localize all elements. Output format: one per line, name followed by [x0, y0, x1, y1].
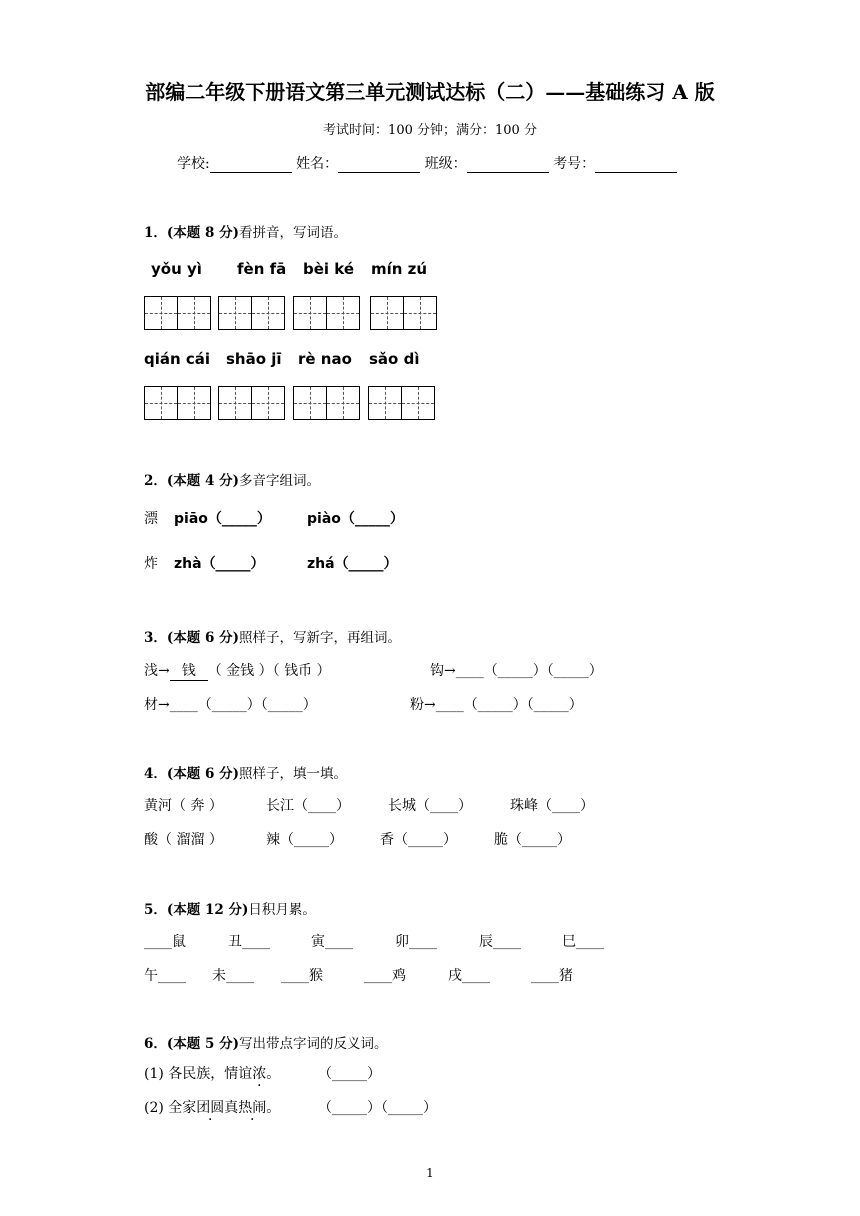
fill-item-1-2[interactable]: 长江（____）: [266, 798, 350, 814]
dotted-word: 热闹: [238, 1100, 267, 1116]
dotted-word: 团圆: [196, 1100, 225, 1116]
number-blank[interactable]: [595, 158, 677, 173]
question-text: 写出带点字词的反义词。: [238, 1036, 388, 1052]
question-number: 4．: [144, 766, 167, 782]
writing-grid-1-2[interactable]: [218, 296, 285, 330]
fill-item-1-4[interactable]: 珠峰（____）: [510, 798, 594, 814]
question-text: 照样子，填一填。: [238, 766, 347, 782]
polyphone-char-2: 炸: [144, 556, 158, 572]
example-new-char: 钱: [170, 660, 208, 681]
student-info-row: [177, 153, 677, 173]
writing-grid-2-4[interactable]: [368, 386, 435, 420]
antonym-sentence-1: [144, 1063, 280, 1083]
pinyin-2-3: rè nao: [298, 350, 352, 368]
polyphone-2a[interactable]: zhà（_____）: [174, 556, 265, 572]
exercise-item-4[interactable]: 粉→____（_____）（_____）: [410, 697, 583, 713]
exam-info-line: 考试时间：100 分钟；满分：100 分: [323, 123, 537, 138]
question-number: 5．: [144, 902, 167, 918]
sentence-text: (1) 各民族，情谊: [144, 1066, 253, 1082]
question-score: (本题 4 分): [166, 473, 239, 489]
polyphone-2b[interactable]: zhá（_____）: [307, 556, 398, 572]
writing-grid-2-1[interactable]: [144, 386, 211, 420]
example-item: [144, 660, 331, 681]
question-number: 2．: [144, 473, 167, 489]
example-word-1: （ 金钱 ）: [207, 663, 273, 679]
zodiac-item-1-1[interactable]: ____鼠: [144, 934, 186, 950]
number-label: 考号：: [553, 156, 596, 172]
zodiac-item-2-5[interactable]: 戌____: [448, 968, 490, 984]
page-number: 1: [426, 1166, 434, 1180]
question-6-heading: [144, 1032, 387, 1052]
dotted-word: 浓: [252, 1066, 267, 1082]
class-blank[interactable]: [467, 158, 549, 173]
exercise-item-2[interactable]: 钩→____（_____）（_____）: [430, 663, 603, 679]
question-score: (本题 5 分): [166, 1036, 239, 1052]
writing-grid-1-1[interactable]: [144, 296, 211, 330]
zodiac-item-2-4[interactable]: ____鸡: [364, 968, 406, 984]
zodiac-item-2-3[interactable]: ____猴: [281, 968, 323, 984]
class-label: 班级：: [424, 156, 467, 172]
pinyin-2-2: shāo jī: [226, 350, 282, 368]
pinyin-2-4: sǎo dì: [369, 350, 420, 368]
zodiac-item-1-6[interactable]: 巳____: [562, 934, 604, 950]
antonym-answer-2[interactable]: （_____）（_____）: [318, 1100, 437, 1116]
fill-item-2-2[interactable]: 辣（_____）: [266, 832, 343, 848]
exercise-item-3[interactable]: 材→____（_____）（_____）: [144, 697, 317, 713]
name-label: 姓名：: [296, 156, 339, 172]
question-number: 6．: [144, 1036, 167, 1052]
question-3-heading: [144, 626, 401, 646]
writing-grid-2-2[interactable]: [218, 386, 285, 420]
sentence-end: 。: [266, 1100, 281, 1116]
antonym-sentence-2: [144, 1097, 280, 1117]
polyphone-char-1: 漂: [144, 511, 158, 527]
zodiac-item-1-4[interactable]: 卯____: [395, 934, 437, 950]
question-number: 3．: [144, 630, 167, 646]
question-1-heading: [144, 221, 347, 241]
fill-item-1-1: 黄河（ 奔 ）: [144, 798, 223, 814]
question-text: 日积月累。: [248, 902, 316, 918]
example-word-2: （ 钱币 ）: [272, 663, 331, 679]
sentence-text: 真: [224, 1100, 239, 1116]
question-score: (本题 12 分): [166, 902, 249, 918]
zodiac-item-2-1[interactable]: 午____: [144, 968, 186, 984]
question-score: (本题 6 分): [166, 630, 239, 646]
question-text: 看拼音，写词语。: [238, 225, 347, 241]
question-2-heading: [144, 469, 320, 489]
fill-item-1-3[interactable]: 长城（____）: [388, 798, 472, 814]
name-blank[interactable]: [338, 158, 420, 173]
polyphone-1a[interactable]: piāo（_____）: [174, 511, 271, 527]
fill-item-2-4[interactable]: 脆（_____）: [494, 832, 571, 848]
pinyin-1-2: fèn fā: [237, 260, 287, 278]
antonym-answer-1[interactable]: （_____）: [318, 1066, 381, 1082]
example-char: 浅→: [144, 663, 170, 679]
question-5-heading: [144, 898, 316, 918]
zodiac-item-1-2[interactable]: 丑____: [228, 934, 270, 950]
writing-grid-1-3[interactable]: [293, 296, 360, 330]
zodiac-item-2-2[interactable]: 未____: [212, 968, 254, 984]
sentence-end: 。: [266, 1066, 281, 1082]
fill-item-2-1: 酸（ 溜溜 ）: [144, 832, 223, 848]
question-score: (本题 8 分): [166, 225, 239, 241]
document-title: 部编二年级下册语文第三单元测试达标（二）——基础练习 A 版: [145, 80, 715, 104]
pinyin-1-4: mín zú: [371, 260, 428, 278]
question-4-heading: [144, 762, 347, 782]
school-blank[interactable]: [210, 158, 292, 173]
school-label: 学校:: [177, 156, 210, 172]
zodiac-item-2-6[interactable]: ____猪: [531, 968, 573, 984]
question-text: 照样子，写新字，再组词。: [238, 630, 401, 646]
polyphone-1b[interactable]: piào（_____）: [307, 511, 404, 527]
pinyin-2-1: qián cái: [144, 350, 211, 368]
pinyin-1-1: yǒu yì: [151, 260, 202, 278]
zodiac-item-1-5[interactable]: 辰____: [479, 934, 521, 950]
question-text: 多音字组词。: [238, 473, 320, 489]
fill-item-2-3[interactable]: 香（_____）: [380, 832, 457, 848]
question-score: (本题 6 分): [166, 766, 239, 782]
sentence-text: (2) 全家: [144, 1100, 197, 1116]
zodiac-item-1-3[interactable]: 寅____: [311, 934, 353, 950]
question-number: 1．: [144, 225, 167, 241]
pinyin-1-3: bèi ké: [303, 260, 355, 278]
writing-grid-1-4[interactable]: [370, 296, 437, 330]
writing-grid-2-3[interactable]: [293, 386, 360, 420]
